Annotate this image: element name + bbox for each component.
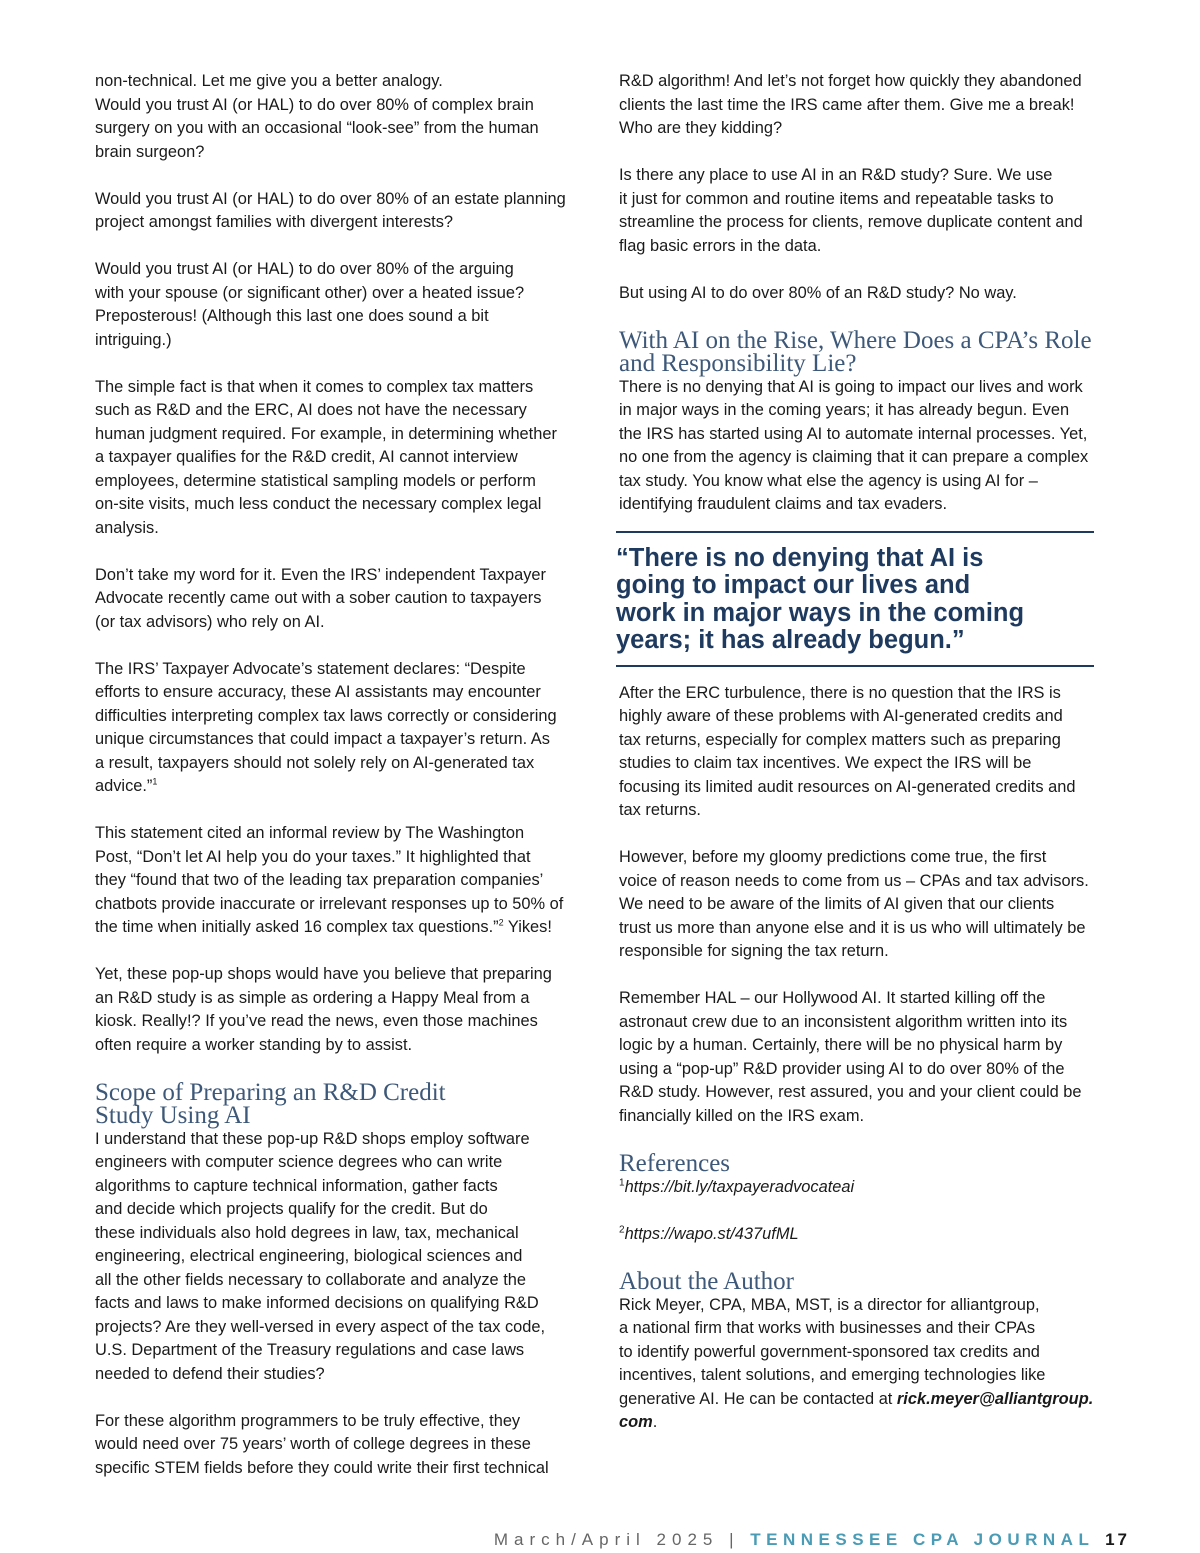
page-footer: [494, 1530, 1130, 1550]
paragraph-text: This statement cited an informal review by The Washington Post, “Don’t let AI help you do your taxes.” It highlighted that they “found that two of the leading tax preparation companies’ chatbots provide inaccurate or irrelevant responses up to 50% of the time when initially asked 16 complex tax questions.”: [95, 824, 564, 936]
body-paragraph: Yet, these pop-up shops would have you believe that preparing an R&D study is as simple as ordering a Happy Meal from a kiosk. Really!? If you’ve read the news, even those machines often require a worker standing by to assist.: [95, 965, 552, 1054]
body-paragraph: For these algorithm programmers to be truly effective, they would need over 75 years’ worth of college degrees in these specific STEM fields before they could write their first technical: [95, 1411, 549, 1477]
body-paragraph: Would you trust AI (or HAL) to do over 80% of the arguing with your spouse (or significant other) over a heated issue? Preposterous! (Although this last one does sound a bit intriguing.): [95, 260, 525, 349]
author-bio-text: Rick Meyer, CPA, MBA, MST, is a director for alliantgroup, a national firm that works with businesses and their CPAs to identify powerful government-sponsored tax credits and incentives, talent solutions, and emerging technologies like generative AI. He can be contacted at: [619, 1295, 1046, 1408]
reference-link[interactable]: https://wapo.st/437ufML: [624, 1224, 799, 1243]
body-paragraph: I understand that these pop-up R&D shops employ software engineers with computer science degrees who can write algorithms to capture technical information, gather facts and decide which projects qualify for the credit. But do these individuals also hold degrees in law, tax, mechanical engineering, electrical engineering, biological sciences and all the other fields necessary to collaborate and analyze the facts and laws to make informed decisions on qualifying R&D projects? Are they well-versed in every aspect of the tax code, U.S. Department of the Treasury regulations and case laws needed to defend their studies?: [95, 1129, 546, 1383]
footnote-number: 2: [619, 1224, 625, 1236]
body-paragraph: non-technical. Let me give you a better analogy. Would you trust AI (or HAL) to do over 80% of complex brain surgery on you with an occasional “look-see” from the human brain surgeon?: [95, 72, 539, 161]
body-paragraph: After the ERC turbulence, there is no question that the IRS is highly aware of these problems with AI-generated credits and tax returns, especially for complex matters such as preparing studies to claim tax incentives. We expect the IRS will be focusing its limited audit resources on AI-generated credits and tax returns.: [619, 683, 1076, 819]
page-number: 17: [1105, 1530, 1130, 1549]
pull-quote: “There is no denying that AI is going to impact our lives and work in major ways in the coming years; it has already begun.”: [616, 531, 1094, 667]
body-paragraph: There is no denying that AI is going to impact our lives and work in major ways in the coming years; it has already begun. Even the IRS has started using AI to automate internal processes. Yet, no one from the agency is claiming that it can prepare a complex tax study. You know what else the agency is using AI for – identifying fraudulent claims and tax evaders.: [619, 377, 1089, 513]
issue-date: March/April 2025: [493, 1530, 719, 1549]
reference-link[interactable]: https://bit.ly/taxpayeradvocateai: [624, 1177, 855, 1196]
footnote-number: 1: [619, 1177, 625, 1189]
reference-2: [619, 1223, 1124, 1247]
footnote-marker: 2: [498, 917, 504, 928]
body-paragraph: Don’t take my word for it. Even the IRS’ independent Taxpayer Advocate recently came out with a sober caution to taxpayers (or tax advisors) who rely on AI.: [95, 565, 546, 631]
author-bio: [619, 1294, 1124, 1435]
body-paragraph: But using AI to do over 80% of an R&D study? No way.: [619, 283, 1017, 302]
section-heading-author: About the Author: [619, 1267, 794, 1295]
body-paragraph: [95, 658, 600, 799]
section-heading-scope: Scope of Preparing an R&D Credit Study Using AI: [95, 1078, 446, 1129]
right-column: [616, 70, 1124, 1435]
section-heading-cpa-role: With AI on the Rise, Where Does a CPA’s Role and Responsibility Lie?: [619, 326, 1092, 377]
left-column: [95, 70, 600, 1480]
section-heading-references: References: [619, 1149, 731, 1177]
footnote-marker: 1: [152, 776, 158, 787]
paragraph-text: Yikes!: [503, 918, 552, 936]
body-paragraph: [95, 822, 600, 940]
footer-separator: |: [729, 1530, 740, 1549]
body-paragraph: However, before my gloomy predictions come true, the first voice of reason needs to come from us – CPAs and tax advisors. We need to be aware of the limits of AI given that our clients trust us more than anyone else and it is us who will ultimately be responsible for signing the tax return.: [619, 848, 1089, 960]
body-paragraph: Is there any place to use AI in an R&D study? Sure. We use it just for common and routine items and repeatable tasks to streamline the process for clients, remove duplicate content and flag basic errors in the data.: [619, 166, 1083, 255]
author-email-link[interactable]: rick.meyer@alliantgroup. com: [619, 1389, 1094, 1431]
author-bio-end: .: [652, 1413, 658, 1431]
body-paragraph: Remember HAL – our Hollywood AI. It started killing off the astronaut crew due to an inconsistent algorithm written into its logic by a human. Certainly, there will be no physical harm by using a “pop-up” R&D provider using AI to do over 80% of the R&D study. However, rest assured, you and your client could be financially killed on the IRS exam.: [619, 989, 1082, 1125]
body-paragraph: R&D algorithm! And let’s not forget how quickly they abandoned clients the last time the IRS came after them. Give me a break! Who are they kidding?: [619, 72, 1082, 137]
journal-name: TENNESSEE CPA JOURNAL: [750, 1530, 1095, 1549]
body-paragraph: Would you trust AI (or HAL) to do over 80% of an estate planning project amongst families with divergent interests?: [95, 189, 566, 231]
paragraph-text: The IRS’ Taxpayer Advocate’s statement declares: “Despite efforts to ensure accuracy, these AI assistants may encounter difficulties interpreting complex tax laws correctly or considering unique circumstances that could impact a taxpayer’s return. As a result, taxpayers should not solely rely on AI-generated tax advice.”: [95, 659, 557, 795]
body-paragraph: The simple fact is that when it comes to complex tax matters such as R&D and the ERC, AI does not have the necessary human judgment required. For example, in determining whether a taxpayer qualifies for the R&D credit, AI cannot interview employees, determine statistical sampling models or perform on-site visits, much less conduct the necessary complex legal analysis.: [95, 377, 557, 537]
reference-1: [619, 1176, 1124, 1200]
